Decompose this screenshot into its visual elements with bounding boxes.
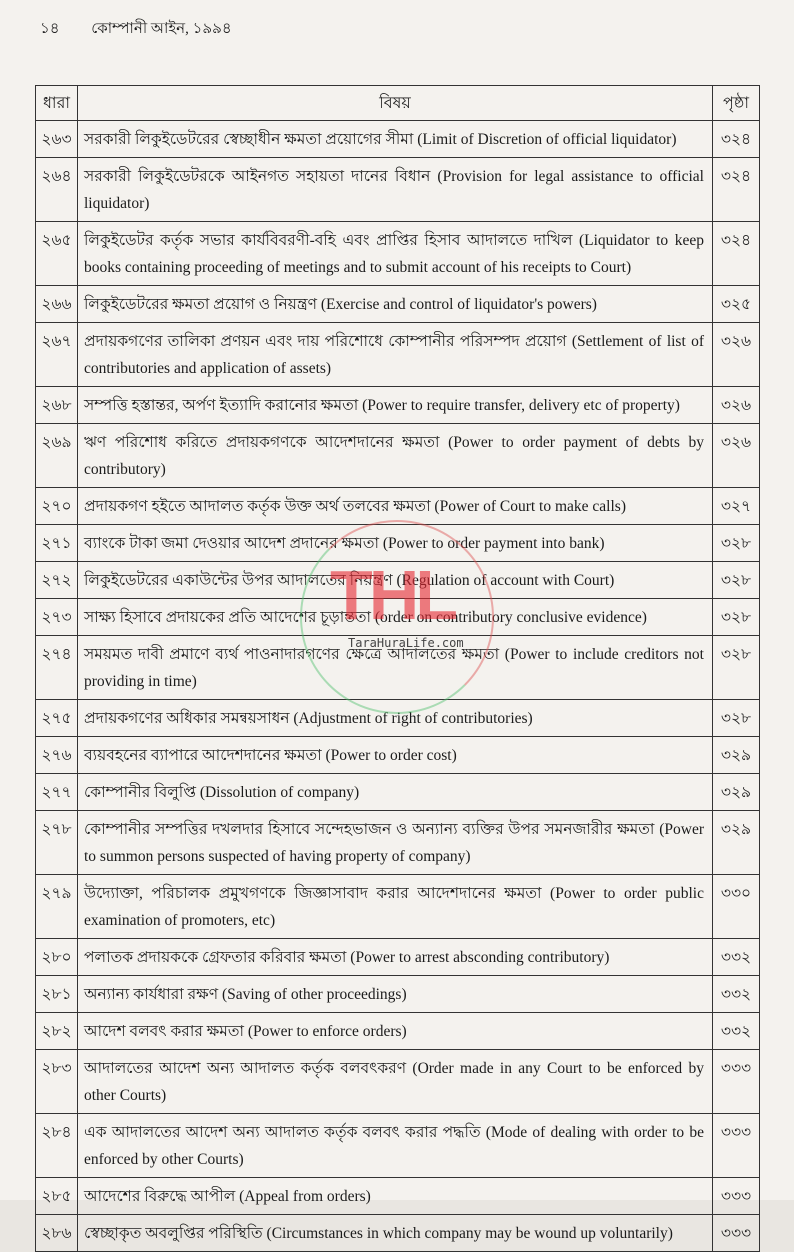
section-cell: ২৬৩ <box>36 121 78 158</box>
page-cell: ৩৩২ <box>713 976 760 1013</box>
subject-cell: কোম্পানীর বিলুপ্তি (Dissolution of company) <box>78 774 713 811</box>
page-cell: ৩২৪ <box>713 158 760 222</box>
section-cell: ২৮২ <box>36 1013 78 1050</box>
section-cell: ২৬৪ <box>36 158 78 222</box>
subject-cell: অন্যান্য কার্যধারা রক্ষণ (Saving of other proceedings) <box>78 976 713 1013</box>
page-cell: ৩২৬ <box>713 323 760 387</box>
table-row <box>36 875 760 939</box>
subject-cell: ব্যাংকে টাকা জমা দেওয়ার আদেশ প্রদানের ক্ষমতা (Power to order payment into bank) <box>78 525 713 562</box>
table-row <box>36 424 760 488</box>
page-cell: ৩২৫ <box>713 286 760 323</box>
contents-table <box>35 85 760 1252</box>
subject-cell: স্বেচ্ছাকৃত অবলুপ্তির পরিস্থিতি (Circumstances in which company may be wound up voluntarily) <box>78 1215 713 1252</box>
table-row <box>36 1050 760 1114</box>
section-cell: ২৬৭ <box>36 323 78 387</box>
watermark-logo: THL <box>330 556 455 634</box>
section-cell: ২৭৯ <box>36 875 78 939</box>
section-cell: ২৮৫ <box>36 1178 78 1215</box>
page-cell: ৩২৮ <box>713 599 760 636</box>
subject-cell: সাক্ষ্য হিসাবে প্রদায়কের প্রতি আদেশের চূড়ান্ততা (order on contributory conclusive evidence) <box>78 599 713 636</box>
page-cell: ৩৩২ <box>713 939 760 976</box>
page-cell: ৩২৮ <box>713 562 760 599</box>
table-row <box>36 1114 760 1178</box>
section-cell: ২৮৬ <box>36 1215 78 1252</box>
page-cell: ৩২৪ <box>713 222 760 286</box>
table-row <box>36 700 760 737</box>
page-cell: ৩২৮ <box>713 525 760 562</box>
table-row <box>36 323 760 387</box>
column-header-subject: বিষয় <box>78 86 713 121</box>
table-row <box>36 121 760 158</box>
section-cell: ২৭১ <box>36 525 78 562</box>
watermark-site: TaraHuraLife.com <box>348 636 464 650</box>
page-number: ১৪ <box>40 21 60 37</box>
section-cell: ২৭৪ <box>36 636 78 700</box>
subject-cell: সম্পত্তি হস্তান্তর, অর্পণ ইত্যাদি করানোর ক্ষমতা (Power to require transfer, delivery etc of property) <box>78 387 713 424</box>
page-cell: ৩৩২ <box>713 1013 760 1050</box>
subject-cell: সরকারী লিকুইডেটরের স্বেচ্ছাধীন ক্ষমতা প্রয়োগের সীমা (Limit of Discretion of official liquidator) <box>78 121 713 158</box>
section-cell: ২৭৭ <box>36 774 78 811</box>
section-cell: ২৬৬ <box>36 286 78 323</box>
table-row <box>36 387 760 424</box>
table-row <box>36 525 760 562</box>
section-cell: ২৬৮ <box>36 387 78 424</box>
page-cell: ৩৩৩ <box>713 1114 760 1178</box>
subject-cell: আদেশের বিরুদ্ধে আপীল (Appeal from orders) <box>78 1178 713 1215</box>
page-cell: ৩৩৩ <box>713 1215 760 1252</box>
table-row <box>36 1215 760 1252</box>
subject-cell: পলাতক প্রদায়ককে গ্রেফতার করিবার ক্ষমতা (Power to arrest absconding contributory) <box>78 939 713 976</box>
page-cell: ৩২৮ <box>713 636 760 700</box>
page-cell: ৩২৬ <box>713 424 760 488</box>
subject-cell: সরকারী লিকুইডেটরকে আইনগত সহায়তা দানের বিধান (Provision for legal assistance to official liquidator) <box>78 158 713 222</box>
subject-cell: আদেশ বলবৎ করার ক্ষমতা (Power to enforce orders) <box>78 1013 713 1050</box>
table-row <box>36 774 760 811</box>
column-header-page: পৃষ্ঠা <box>713 86 760 121</box>
page-cell: ৩২৮ <box>713 700 760 737</box>
subject-cell: সময়মত দাবী প্রমাণে ব্যর্থ পাওনাদারগণের ক্ষেত্রে আদালতের ক্ষমতা (Power to include creditors not providing in time) <box>78 636 713 700</box>
table-row <box>36 599 760 636</box>
subject-cell: লিকুইডেটর কর্তৃক সভার কার্যবিবরণী-বহি এবং প্রাপ্তির হিসাব আদালতে দাখিল (Liquidator to keep books containing proceeding of meetings and to submit account of his receipts to Court) <box>78 222 713 286</box>
subject-cell: এক আদালতের আদেশ অন্য আদালত কর্তৃক বলবৎ করার পদ্ধতি (Mode of dealing with order to be enforced by other Courts) <box>78 1114 713 1178</box>
subject-cell: কোম্পানীর সম্পত্তির দখলদার হিসাবে সন্দেহভাজন ও অন্যান্য ব্যক্তির উপর সমনজারীর ক্ষমতা (Power to summon persons suspected of having property of company) <box>78 811 713 875</box>
subject-cell: ঋণ পরিশোধ করিতে প্রদায়কগণকে আদেশদানের ক্ষমতা (Power to order payment of debts by contributory) <box>78 424 713 488</box>
section-cell: ২৮৩ <box>36 1050 78 1114</box>
section-cell: ২৮০ <box>36 939 78 976</box>
subject-cell: প্রদায়কগণের অধিকার সমন্বয়সাধন (Adjustment of right of contributories) <box>78 700 713 737</box>
table-row <box>36 562 760 599</box>
subject-cell: প্রদায়কগণের তালিকা প্রণয়ন এবং দায় পরিশোধে কোম্পানীর পরিসম্পদ প্রয়োগ (Settlement of list of contributories and application of assets) <box>78 323 713 387</box>
table-row <box>36 1178 760 1215</box>
table-row <box>36 976 760 1013</box>
subject-cell: ব্যয়বহনের ব্যাপারে আদেশদানের ক্ষমতা (Power to order cost) <box>78 737 713 774</box>
table-row <box>36 488 760 525</box>
page-cell: ৩৩০ <box>713 875 760 939</box>
page-cell: ৩৩৩ <box>713 1178 760 1215</box>
table-row <box>36 1013 760 1050</box>
subject-cell: লিকুইডেটরের ক্ষমতা প্রয়োগ ও নিয়ন্ত্রণ (Exercise and control of liquidator's powers) <box>78 286 713 323</box>
page-cell: ৩২৬ <box>713 387 760 424</box>
subject-cell: লিকুইডেটরের একাউন্টের উপর আদালতের নিয়ন্ত্রণ (Regulation of account with Court) <box>78 562 713 599</box>
section-cell: ২৬৫ <box>36 222 78 286</box>
table-row <box>36 222 760 286</box>
subject-cell: প্রদায়কগণ হইতে আদালত কর্তৃক উক্ত অর্থ তলবের ক্ষমতা (Power of Court to make calls) <box>78 488 713 525</box>
table-row <box>36 158 760 222</box>
page-cell: ৩২৯ <box>713 774 760 811</box>
table-row <box>36 939 760 976</box>
book-title: কোম্পানী আইন, ১৯৯৪ <box>91 21 232 37</box>
subject-cell: আদালতের আদেশ অন্য আদালত কর্তৃক বলবৎকরণ (Order made in any Court to be enforced by other Courts) <box>78 1050 713 1114</box>
section-cell: ২৬৯ <box>36 424 78 488</box>
table-row <box>36 737 760 774</box>
section-cell: ২৮১ <box>36 976 78 1013</box>
subject-cell: উদ্যোক্তা, পরিচালক প্রমুখগণকে জিজ্ঞাসাবাদ করার আদেশদানের ক্ষমতা (Power to order public examination of promoters, etc) <box>78 875 713 939</box>
section-cell: ২৮৪ <box>36 1114 78 1178</box>
section-cell: ২৭৬ <box>36 737 78 774</box>
table-row <box>36 811 760 875</box>
section-cell: ২৭৫ <box>36 700 78 737</box>
table-row <box>36 286 760 323</box>
section-cell: ২৭০ <box>36 488 78 525</box>
running-header <box>40 17 260 42</box>
page-cell: ৩২৭ <box>713 488 760 525</box>
table-row <box>36 636 760 700</box>
table-header-row <box>36 86 760 121</box>
page-cell: ৩২৯ <box>713 811 760 875</box>
page-cell: ৩২৪ <box>713 121 760 158</box>
page-cell: ৩২৯ <box>713 737 760 774</box>
section-cell: ২৭৮ <box>36 811 78 875</box>
page-cell: ৩৩৩ <box>713 1050 760 1114</box>
section-cell: ২৭২ <box>36 562 78 599</box>
section-cell: ২৭৩ <box>36 599 78 636</box>
column-header-section: ধারা <box>36 86 78 121</box>
